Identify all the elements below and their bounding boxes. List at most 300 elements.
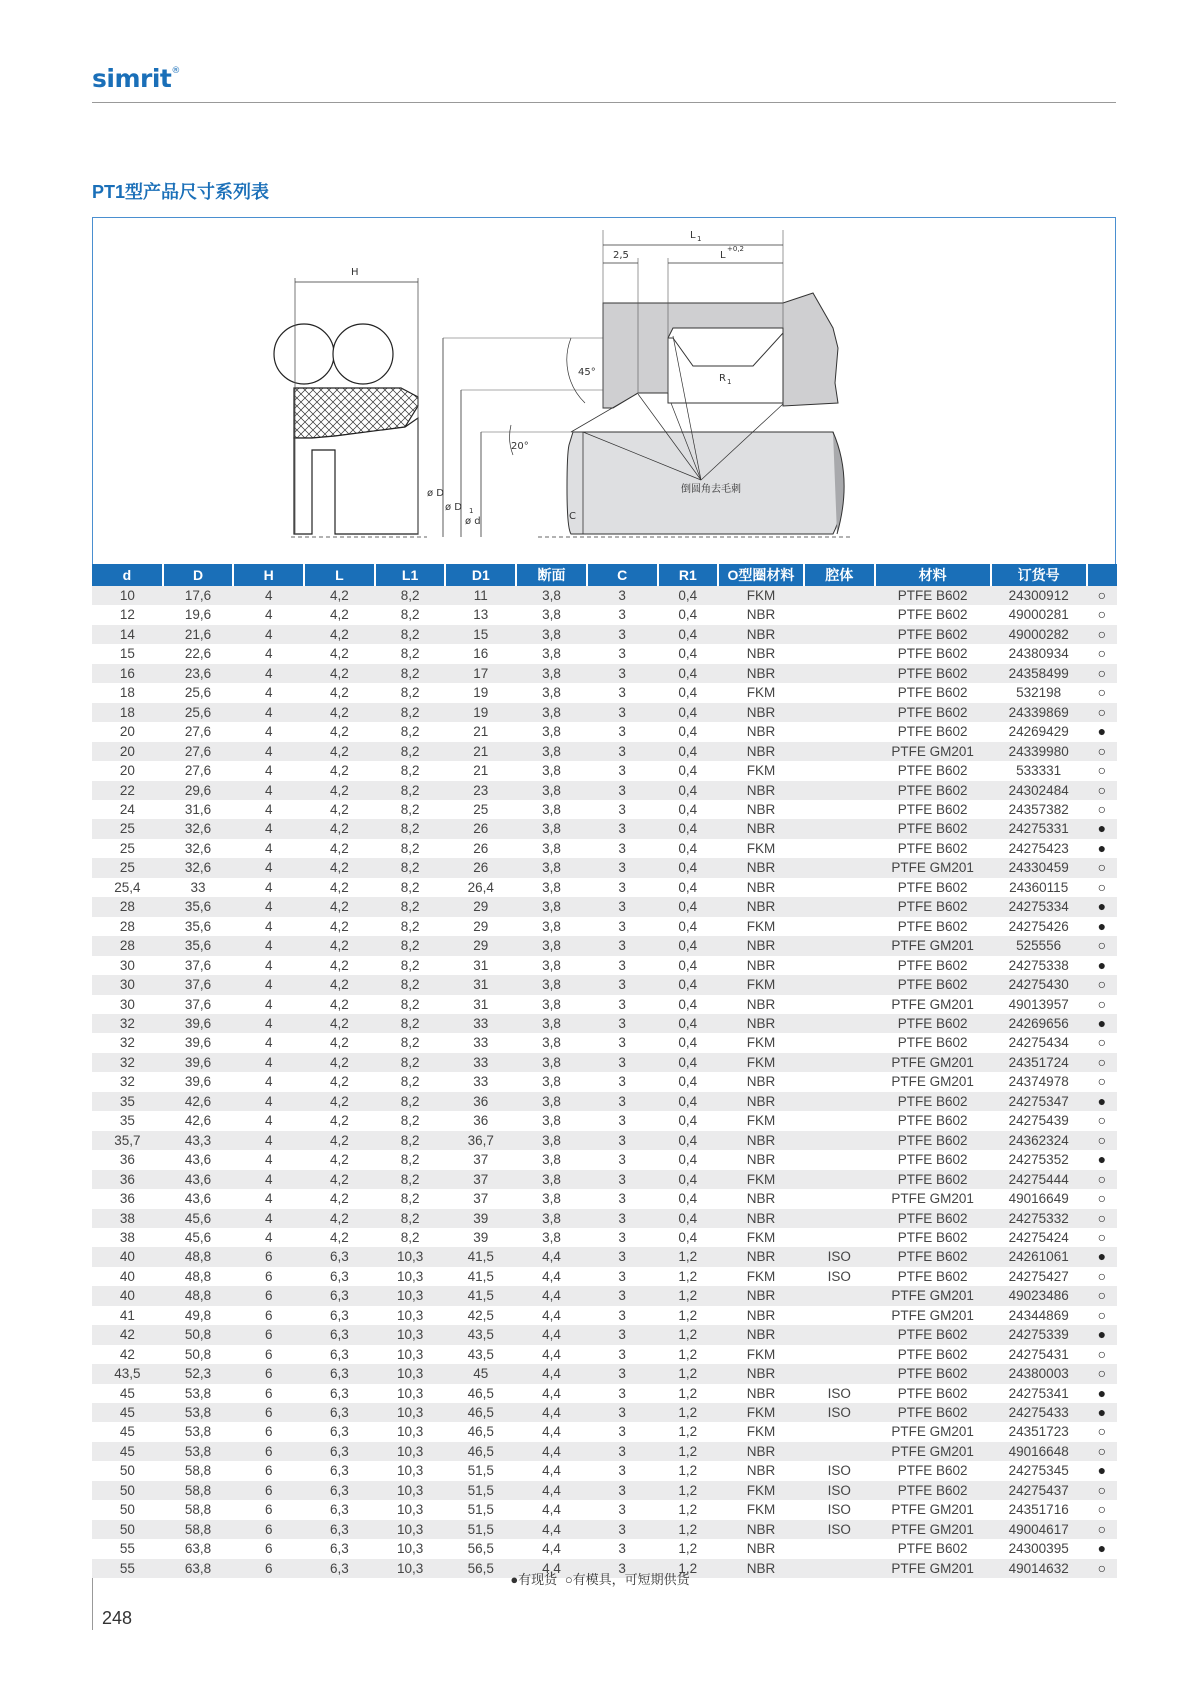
cell-L1: 8,2: [375, 1033, 446, 1052]
cell-material: PTFE B602: [875, 1364, 991, 1383]
cell-o-ring-material: NBR: [718, 800, 804, 819]
cell-o-ring-material: FKM: [718, 1403, 804, 1422]
cell-D: 25,6: [163, 683, 234, 702]
cell-H: 4: [233, 819, 304, 838]
cell-D: 48,8: [163, 1286, 234, 1305]
cell-L1: 8,2: [375, 1053, 446, 1072]
cell-o-ring-material: NBR: [718, 1247, 804, 1266]
cell-H: 6: [233, 1345, 304, 1364]
cell-material: PTFE GM201: [875, 1500, 991, 1519]
cell-R1: 0,4: [658, 975, 719, 994]
cell-R1: 0,4: [658, 1033, 719, 1052]
cell-order-number: 24357382: [991, 800, 1087, 819]
o-ring-right: [333, 324, 393, 384]
label-45-degrees: 45°: [578, 367, 596, 378]
cell-L: 4,2: [304, 781, 375, 800]
cell-R1: 1,2: [658, 1267, 719, 1286]
cell-D1: 23: [445, 781, 516, 800]
cell-R1: 0,4: [658, 586, 719, 605]
cell-o-ring-material: NBR: [718, 878, 804, 897]
cell-d: 32: [92, 1033, 163, 1052]
cell-L: 6,3: [304, 1539, 375, 1558]
header-divider: [92, 102, 1116, 103]
cell-d: 10: [92, 586, 163, 605]
cell-order-number: 24302484: [991, 781, 1087, 800]
cell-L1: 8,2: [375, 1131, 446, 1150]
cell-L1: 8,2: [375, 644, 446, 663]
cell-H: 4: [233, 664, 304, 683]
cell-material: PTFE B602: [875, 683, 991, 702]
label-diameter-d: ø d: [465, 516, 481, 527]
cell-H: 6: [233, 1520, 304, 1539]
cell-d: 40: [92, 1247, 163, 1266]
cell-material: PTFE B602: [875, 625, 991, 644]
cell-H: 6: [233, 1364, 304, 1383]
cell-H: 4: [233, 995, 304, 1014]
cell-material: PTFE B602: [875, 1539, 991, 1558]
cell-L: 4,2: [304, 1170, 375, 1189]
cell-L: 4,2: [304, 897, 375, 916]
cell-R1: 0,4: [658, 1014, 719, 1033]
table-row: [92, 1461, 1117, 1480]
cell-o-ring-material: NBR: [718, 1442, 804, 1461]
cell-L: 4,2: [304, 1150, 375, 1169]
cell-L1: 8,2: [375, 625, 446, 644]
cell-D1: 26: [445, 839, 516, 858]
cell-C: 3: [587, 703, 658, 722]
cell-o-ring-material: FKM: [718, 1170, 804, 1189]
cell-H: 6: [233, 1481, 304, 1500]
cell-D: 43,6: [163, 1150, 234, 1169]
cell-H: 4: [233, 742, 304, 761]
cell-groove: [804, 761, 875, 780]
cell-D1: 45: [445, 1364, 516, 1383]
cell-L: 4,2: [304, 644, 375, 663]
cell-C: 3: [587, 1247, 658, 1266]
cell-material: PTFE B602: [875, 1461, 991, 1480]
cell-cross-section: 4,4: [516, 1461, 587, 1480]
cell-R1: 1,2: [658, 1481, 719, 1500]
cell-C: 3: [587, 1228, 658, 1247]
cell-L1: 8,2: [375, 800, 446, 819]
cell-C: 3: [587, 975, 658, 994]
table-row: [92, 800, 1117, 819]
cell-order-number: 525556: [991, 936, 1087, 955]
label-R1-sub: 1: [727, 378, 732, 386]
cell-H: 4: [233, 1072, 304, 1091]
cell-order-number: 24275332: [991, 1209, 1087, 1228]
cell-order-number: 24380934: [991, 644, 1087, 663]
cell-d: 50: [92, 1500, 163, 1519]
cell-R1: 1,2: [658, 1345, 719, 1364]
cell-availability: ○: [1087, 1345, 1117, 1364]
cell-L1: 10,3: [375, 1306, 446, 1325]
cell-availability: ○: [1087, 1209, 1117, 1228]
cell-C: 3: [587, 1500, 658, 1519]
cell-L1: 10,3: [375, 1461, 446, 1480]
groove: [668, 333, 783, 403]
cell-o-ring-material: NBR: [718, 1150, 804, 1169]
table-row: [92, 1364, 1117, 1383]
cell-availability: ○: [1087, 781, 1117, 800]
cell-L1: 10,3: [375, 1364, 446, 1383]
cell-availability: ○: [1087, 858, 1117, 877]
cell-cross-section: 3,8: [516, 819, 587, 838]
cell-availability: ○: [1087, 703, 1117, 722]
cell-groove: [804, 995, 875, 1014]
cell-L1: 8,2: [375, 761, 446, 780]
cell-order-number: 49016649: [991, 1189, 1087, 1208]
cell-R1: 1,2: [658, 1325, 719, 1344]
cell-L: 4,2: [304, 995, 375, 1014]
cell-o-ring-material: FKM: [718, 586, 804, 605]
cell-material: PTFE GM201: [875, 1189, 991, 1208]
cell-D: 33: [163, 878, 234, 897]
cell-availability: ●: [1087, 1403, 1117, 1422]
cell-o-ring-material: NBR: [718, 897, 804, 916]
cell-H: 6: [233, 1384, 304, 1403]
table-row: [92, 1306, 1117, 1325]
cell-C: 3: [587, 1384, 658, 1403]
table-row: [92, 1481, 1117, 1500]
cell-D: 32,6: [163, 819, 234, 838]
cell-D1: 33: [445, 1053, 516, 1072]
cell-L: 6,3: [304, 1286, 375, 1305]
cell-o-ring-material: NBR: [718, 1306, 804, 1325]
cell-material: PTFE GM201: [875, 1442, 991, 1461]
cell-d: 20: [92, 761, 163, 780]
cell-H: 4: [233, 1189, 304, 1208]
table-row: [92, 1131, 1117, 1150]
label-diameter-D: ø D: [427, 488, 444, 499]
cell-C: 3: [587, 1364, 658, 1383]
cell-D1: 25: [445, 800, 516, 819]
cell-availability: ○: [1087, 878, 1117, 897]
cell-groove: [804, 819, 875, 838]
cell-d: 50: [92, 1520, 163, 1539]
table-row: [92, 1170, 1117, 1189]
cell-R1: 0,4: [658, 664, 719, 683]
cell-H: 4: [233, 800, 304, 819]
cell-L1: 10,3: [375, 1247, 446, 1266]
cell-R1: 1,2: [658, 1247, 719, 1266]
cell-H: 4: [233, 1053, 304, 1072]
cell-cross-section: 3,8: [516, 722, 587, 741]
cell-groove: [804, 917, 875, 936]
col-header-cross-section: 断面: [516, 564, 587, 586]
seal-cross-section: [274, 267, 427, 537]
cell-o-ring-material: NBR: [718, 1559, 804, 1578]
cell-R1: 0,4: [658, 1209, 719, 1228]
cell-order-number: 24362324: [991, 1131, 1087, 1150]
cell-C: 3: [587, 1481, 658, 1500]
cell-availability: ○: [1087, 1053, 1117, 1072]
cell-C: 3: [587, 800, 658, 819]
cell-groove: [804, 1053, 875, 1072]
cell-material: PTFE B602: [875, 605, 991, 624]
cell-cross-section: 3,8: [516, 625, 587, 644]
cell-o-ring-material: NBR: [718, 605, 804, 624]
cell-C: 3: [587, 605, 658, 624]
cell-L1: 8,2: [375, 1170, 446, 1189]
cell-groove: ISO: [804, 1520, 875, 1539]
cell-groove: [804, 722, 875, 741]
cell-d: 28: [92, 917, 163, 936]
cell-L: 4,2: [304, 1111, 375, 1130]
cell-o-ring-material: NBR: [718, 703, 804, 722]
cell-R1: 1,2: [658, 1286, 719, 1305]
cell-D: 63,8: [163, 1559, 234, 1578]
cell-availability: ○: [1087, 1286, 1117, 1305]
cell-availability: ●: [1087, 917, 1117, 936]
cell-groove: [804, 1092, 875, 1111]
cell-L1: 10,3: [375, 1520, 446, 1539]
cell-D: 43,6: [163, 1189, 234, 1208]
cell-R1: 0,4: [658, 819, 719, 838]
cell-cross-section: 3,8: [516, 1209, 587, 1228]
cell-C: 3: [587, 683, 658, 702]
table-row: [92, 956, 1117, 975]
cell-material: PTFE B602: [875, 1345, 991, 1364]
cell-d: 30: [92, 956, 163, 975]
cell-groove: [804, 839, 875, 858]
cell-L: 6,3: [304, 1461, 375, 1480]
cell-D: 43,3: [163, 1131, 234, 1150]
deburr-note: 倒圆角去毛刺: [681, 484, 741, 495]
cell-L: 4,2: [304, 878, 375, 897]
cell-D: 39,6: [163, 1072, 234, 1091]
cell-D: 25,6: [163, 703, 234, 722]
page-number: 248: [102, 1608, 133, 1628]
cell-order-number: 24275433: [991, 1403, 1087, 1422]
cell-L: 6,3: [304, 1247, 375, 1266]
cell-order-number: 24275352: [991, 1150, 1087, 1169]
cell-H: 4: [233, 1170, 304, 1189]
cell-D1: 56,5: [445, 1559, 516, 1578]
cell-availability: ○: [1087, 1033, 1117, 1052]
cell-order-number: 24380003: [991, 1364, 1087, 1383]
cell-order-number: 49013957: [991, 995, 1087, 1014]
cell-D: 32,6: [163, 858, 234, 877]
cell-H: 4: [233, 1228, 304, 1247]
cell-D: 53,8: [163, 1442, 234, 1461]
cell-d: 45: [92, 1384, 163, 1403]
label-20-degrees: 20°: [511, 441, 529, 452]
cell-L1: 8,2: [375, 1228, 446, 1247]
cell-availability: ●: [1087, 1150, 1117, 1169]
cell-cross-section: 3,8: [516, 936, 587, 955]
cell-D1: 36,7: [445, 1131, 516, 1150]
cell-d: 35: [92, 1092, 163, 1111]
cell-C: 3: [587, 1131, 658, 1150]
cell-C: 3: [587, 625, 658, 644]
cell-D: 31,6: [163, 800, 234, 819]
cell-R1: 0,4: [658, 800, 719, 819]
cell-D1: 41,5: [445, 1247, 516, 1266]
col-header-H: H: [233, 564, 304, 586]
cell-material: PTFE GM201: [875, 1306, 991, 1325]
cell-o-ring-material: NBR: [718, 1189, 804, 1208]
cell-order-number: 24275331: [991, 819, 1087, 838]
cell-order-number: 24300395: [991, 1539, 1087, 1558]
cell-D1: 36: [445, 1092, 516, 1111]
cell-L: 4,2: [304, 1131, 375, 1150]
cell-d: 42: [92, 1325, 163, 1344]
cell-availability: ●: [1087, 1461, 1117, 1480]
cell-material: PTFE B602: [875, 878, 991, 897]
cell-o-ring-material: NBR: [718, 1325, 804, 1344]
cell-cross-section: 3,8: [516, 683, 587, 702]
cell-L: 6,3: [304, 1306, 375, 1325]
cell-D1: 37: [445, 1170, 516, 1189]
cell-groove: [804, 1131, 875, 1150]
cell-D: 45,6: [163, 1228, 234, 1247]
cell-D1: 33: [445, 1072, 516, 1091]
cell-d: 16: [92, 664, 163, 683]
cell-D1: 29: [445, 917, 516, 936]
cell-L1: 8,2: [375, 664, 446, 683]
cell-groove: ISO: [804, 1403, 875, 1422]
cell-o-ring-material: NBR: [718, 1520, 804, 1539]
cell-D: 19,6: [163, 605, 234, 624]
cell-cross-section: 4,4: [516, 1364, 587, 1383]
table-row: [92, 625, 1117, 644]
cell-order-number: 24275426: [991, 917, 1087, 936]
cell-R1: 1,2: [658, 1403, 719, 1422]
cell-L1: 8,2: [375, 1189, 446, 1208]
cell-L1: 8,2: [375, 703, 446, 722]
cell-L: 6,3: [304, 1267, 375, 1286]
cell-availability: ○: [1087, 761, 1117, 780]
cell-d: 43,5: [92, 1364, 163, 1383]
col-header-C: C: [587, 564, 658, 586]
cell-L1: 8,2: [375, 683, 446, 702]
cell-C: 3: [587, 664, 658, 683]
table-row: [92, 917, 1117, 936]
cell-material: PTFE B602: [875, 839, 991, 858]
cell-H: 4: [233, 839, 304, 858]
cell-availability: ○: [1087, 800, 1117, 819]
label-diameter-D1-sub: 1: [469, 507, 474, 515]
cell-order-number: 24269656: [991, 1014, 1087, 1033]
cell-d: 45: [92, 1403, 163, 1422]
cell-L: 6,3: [304, 1442, 375, 1461]
table-row: [92, 839, 1117, 858]
cell-groove: [804, 1306, 875, 1325]
cell-material: PTFE GM201: [875, 1520, 991, 1539]
cell-R1: 1,2: [658, 1384, 719, 1403]
cell-D1: 37: [445, 1150, 516, 1169]
cell-d: 20: [92, 722, 163, 741]
cell-D1: 17: [445, 664, 516, 683]
cell-cross-section: 4,4: [516, 1306, 587, 1325]
cell-material: PTFE B602: [875, 1247, 991, 1266]
cell-order-number: 49004617: [991, 1520, 1087, 1539]
product-size-table: [92, 564, 1117, 1578]
cell-groove: [804, 683, 875, 702]
table-row: [92, 1150, 1117, 1169]
cell-R1: 0,4: [658, 878, 719, 897]
cell-cross-section: 3,8: [516, 605, 587, 624]
cell-L: 6,3: [304, 1500, 375, 1519]
cell-C: 3: [587, 1267, 658, 1286]
cell-C: 3: [587, 1403, 658, 1422]
cell-H: 4: [233, 1014, 304, 1033]
cell-material: PTFE GM201: [875, 1559, 991, 1578]
cell-groove: [804, 1228, 875, 1247]
cell-D1: 43,5: [445, 1345, 516, 1364]
cell-cross-section: 4,4: [516, 1481, 587, 1500]
cell-o-ring-material: NBR: [718, 936, 804, 955]
cell-C: 3: [587, 1033, 658, 1052]
cell-order-number: 24275439: [991, 1111, 1087, 1130]
legend-in-stock: ●有现货: [510, 1572, 558, 1587]
cell-d: 50: [92, 1481, 163, 1500]
cell-D: 21,6: [163, 625, 234, 644]
cell-D1: 19: [445, 703, 516, 722]
cell-availability: ●: [1087, 722, 1117, 741]
cell-L1: 10,3: [375, 1345, 446, 1364]
cell-material: PTFE B602: [875, 722, 991, 741]
cell-groove: [804, 1189, 875, 1208]
table-row: [92, 1384, 1117, 1403]
cell-C: 3: [587, 586, 658, 605]
cell-H: 4: [233, 703, 304, 722]
cell-L1: 8,2: [375, 605, 446, 624]
cell-D1: 51,5: [445, 1481, 516, 1500]
cell-R1: 1,2: [658, 1559, 719, 1578]
cell-material: PTFE B602: [875, 956, 991, 975]
col-header-L1: L1: [375, 564, 446, 586]
cell-R1: 0,4: [658, 1111, 719, 1130]
cell-o-ring-material: NBR: [718, 644, 804, 663]
cell-D1: 51,5: [445, 1520, 516, 1539]
cell-D: 35,6: [163, 917, 234, 936]
cell-D: 27,6: [163, 722, 234, 741]
cell-L1: 8,2: [375, 878, 446, 897]
cell-C: 3: [587, 1325, 658, 1344]
cell-H: 4: [233, 936, 304, 955]
cell-material: PTFE GM201: [875, 1286, 991, 1305]
cell-L1: 8,2: [375, 1111, 446, 1130]
cell-d: 25: [92, 839, 163, 858]
cell-D1: 16: [445, 644, 516, 663]
cell-cross-section: 4,4: [516, 1325, 587, 1344]
cell-availability: ●: [1087, 839, 1117, 858]
cell-H: 6: [233, 1442, 304, 1461]
table-row: [92, 1345, 1117, 1364]
cell-D1: 29: [445, 897, 516, 916]
cell-order-number: 532198: [991, 683, 1087, 702]
cell-C: 3: [587, 995, 658, 1014]
cell-d: 20: [92, 742, 163, 761]
cell-availability: ○: [1087, 936, 1117, 955]
cell-groove: [804, 1345, 875, 1364]
cell-groove: [804, 703, 875, 722]
cell-material: PTFE B602: [875, 1111, 991, 1130]
cell-cross-section: 4,4: [516, 1286, 587, 1305]
cell-R1: 1,2: [658, 1539, 719, 1558]
cell-C: 3: [587, 742, 658, 761]
table-row: [92, 586, 1117, 605]
cell-L: 4,2: [304, 1014, 375, 1033]
cell-material: PTFE B602: [875, 1150, 991, 1169]
cell-L1: 8,2: [375, 1072, 446, 1091]
cell-D: 50,8: [163, 1325, 234, 1344]
cell-D: 52,3: [163, 1364, 234, 1383]
cell-R1: 0,4: [658, 605, 719, 624]
cell-C: 3: [587, 897, 658, 916]
